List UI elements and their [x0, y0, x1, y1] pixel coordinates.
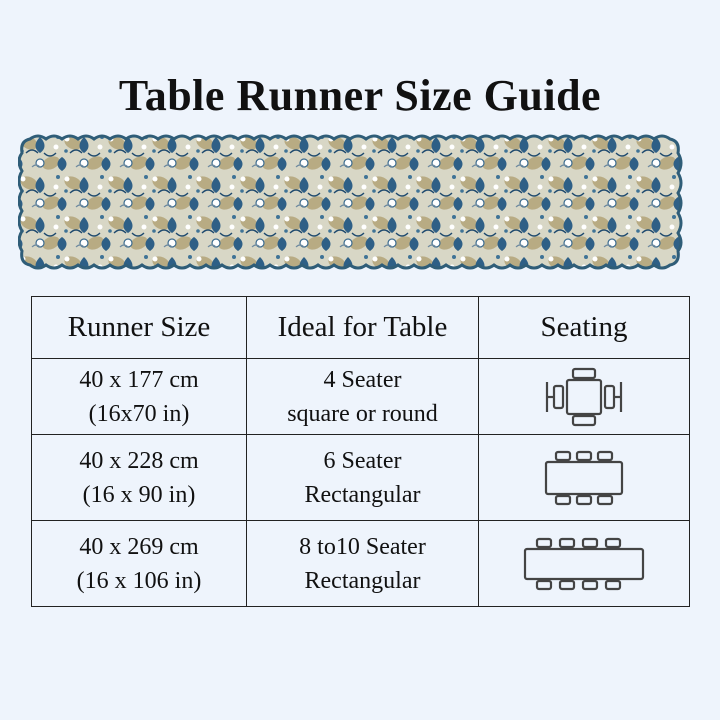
size-cm: 40 x 177 cm — [79, 366, 199, 393]
table-row — [32, 359, 690, 435]
ten-seat-rectangular-table-icon — [521, 537, 647, 591]
header-runner-size: Runner Size — [32, 297, 247, 359]
table-row — [32, 521, 690, 607]
table-shape: Rectangular — [304, 567, 421, 594]
size-in: (16x70 in) — [88, 400, 190, 427]
four-seat-square-table-icon — [541, 366, 627, 428]
size-cm: 40 x 228 cm — [79, 447, 199, 474]
seating-cell — [479, 359, 690, 435]
header-ideal-for-table: Ideal for Table — [247, 297, 479, 359]
seating-cell — [479, 435, 690, 521]
header-seating: Seating — [479, 297, 690, 359]
table-runner-image — [18, 133, 706, 271]
runner-size-cell — [32, 435, 247, 521]
table-seats: 4 Seater — [323, 366, 402, 393]
size-in: (16 x 90 in) — [82, 481, 196, 508]
table-seats: 6 Seater — [323, 447, 402, 474]
runner-size-cell — [32, 359, 247, 435]
table-header-row — [32, 297, 690, 359]
seating-cell — [479, 521, 690, 607]
table-seats: 8 to10 Seater — [299, 533, 426, 560]
ideal-table-cell — [247, 521, 479, 607]
runner-size-cell — [32, 521, 247, 607]
six-seat-rectangular-table-icon — [536, 450, 632, 506]
table-shape: Rectangular — [304, 481, 421, 508]
table-shape: square or round — [287, 400, 438, 427]
page-title: Table Runner Size Guide — [118, 71, 602, 120]
ideal-table-cell — [247, 359, 479, 435]
size-in: (16 x 106 in) — [76, 567, 202, 594]
ideal-table-cell — [247, 435, 479, 521]
table-row — [32, 435, 690, 521]
size-guide-table — [31, 296, 690, 607]
size-cm: 40 x 269 cm — [79, 533, 199, 560]
